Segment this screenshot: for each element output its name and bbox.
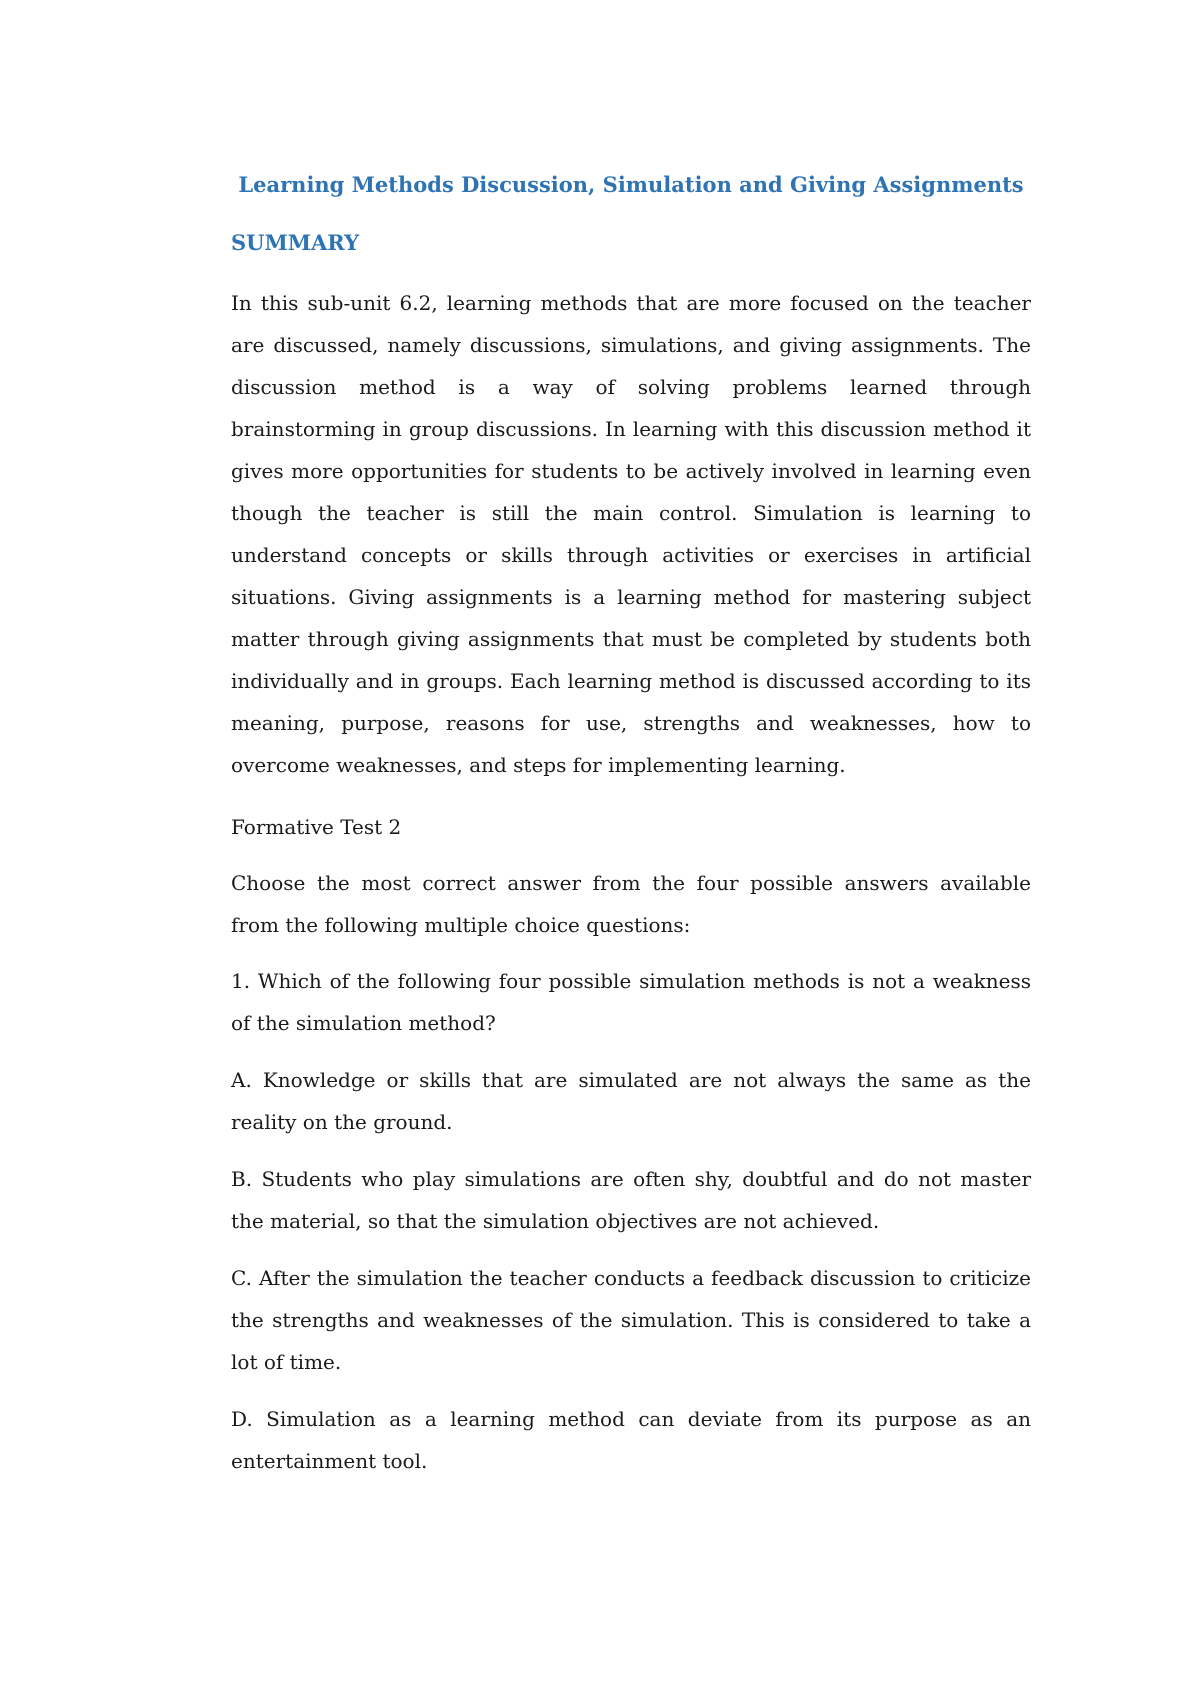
option-c: C. After the simulation the teacher conducts a feedback discussion to criticize the strengths and weaknesses of the simulation. This is considered to take a lot of time.	[231, 1266, 1031, 1374]
document-title: Learning Methods Discussion, Simulation and Giving Assignments	[238, 172, 1024, 197]
option-d: D. Simulation as a learning method can deviate from its purpose as an entertainment tool.	[231, 1407, 1031, 1473]
summary-heading: SUMMARY	[231, 230, 360, 255]
test-instruction: Choose the most correct answer from the four possible answers available from the following multiple choice questions:	[231, 871, 1031, 937]
option-b: B. Students who play simulations are often shy, doubtful and do not master the material, so that the simulation objectives are not achieved.	[231, 1167, 1031, 1233]
option-a: A. Knowledge or skills that are simulated are not always the same as the reality on the ground.	[231, 1068, 1031, 1134]
formative-test-label: Formative Test 2	[231, 815, 402, 839]
summary-paragraph: In this sub-unit 6.2, learning methods that are more focused on the teacher are discussed, namely discussions, simulations, and giving assignments. The discussion method is a way of solving problems learned through brainstorming in group discussions. In learning with this discussion method it gives more opportunities for students to be actively involved in learning even though the teacher is still the main control. Simulation is learning to understand concepts or skills through activities or exercises in artificial situations. Giving assignments is a learning method for mastering subject matter through giving assignments that must be completed by students both individually and in groups. Each learning method is discussed according to its meaning, purpose, reasons for use, strengths and weaknesses, how to overcome weaknesses, and steps for implementing learning.	[231, 291, 1031, 777]
question-1: 1. Which of the following four possible simulation methods is not a weakness of the simulation method?	[231, 969, 1031, 1035]
